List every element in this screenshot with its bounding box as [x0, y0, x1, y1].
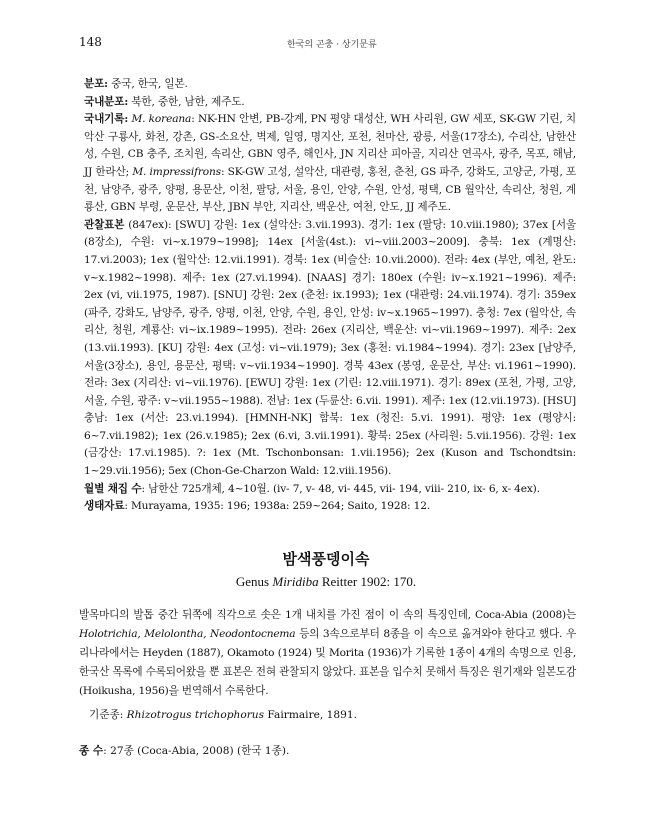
type-species-name: Rhizotrogus trichophorus: [126, 709, 265, 721]
genus-description-text: [79, 606, 576, 701]
species-count-label: 종 수: [79, 745, 104, 757]
genus-name: Miridiba: [272, 574, 319, 589]
type-species-author: Fairmaire, 1891.: [264, 709, 357, 721]
ecology-line: [84, 498, 576, 516]
domestic-text: 북한, 중한, 남한, 제주도.: [128, 95, 245, 108]
page-number: 148: [79, 35, 102, 49]
genus-description: [79, 606, 576, 701]
specimens-text: (847ex): [SWU] 강원: 1ex (설악산: 3.vii.1993). 경기: 1ex (팔당: 10.viii.1980); 37ex [서울 (8장소), 수원: vi~x.1979~1998]; 14ex [서울(4st.): vi~viii.2003~2009]. 충북: 1ex (계명산: 17.vi.2003); 1ex (월악산: 12.vii.1991). 경북: 1ex (비슬산: 10.vii.2000). 전라: 4ex (부안, 예천, 완도: v~x.1982~1998). 제주: 1ex (27.vi.1994). [NAAS] 경기: 180ex (수원: iv~x.1921~1996). 제주: 2ex (vi, vii.1975, 1987). [SNU] 강원: 2ex (춘천: ix.1993); 1ex (대관령: 24.vii.1974). 경기: 359ex (파주, 강화도, 남양주, 광주, 양평, 이천, 안양, 수원, 용인, 안성: iv~x.1965~1997). 충청: 7ex (월악산, 속리산, 청원, 계룡산: vi~ix.1989~1995). 전라: 26ex (지리산, 백운산: vi~vii.1969~1997). 제주: 2ex (13.vii.1993). [KU] 강원: 4ex (고성: vi~vii.1979); 3ex (홍천: vi.1984~1994). 경기: 23ex [남양주, 서울(3장소), 용인, 용문산, 평택: v~vii.1934~1990]. 경북 43ex (봉영, 운문산, 부산: vi.1961~1990). 전라: 3ex (지리산: vi~vii.1976). [EWU] 강원: 1ex (기린: 12.viii.1971). 경기: 89ex (포천, 가평, 고양, 서울, 수원, 광주: v~vii.1955~1988). 전남: 1ex (두륜산: 6.vii. 1991). 제주: 1ex (12.vii.1973). [HSU] 충남: 1ex (서산: 23.vi.1994). [HMNH-NK] 함북: 1ex (청진: 5.vi. 1991). 평양: 1ex (평양시: 6~7.vii.1982); 1ex (26.v.1985); 2ex (6.vi, 3.vii.1991). 황북: 25ex (사리원: 5.vii.1956). 강원: 1ex (금강산: 17.vi.1985). ?: 1ex (Mt. Tschonbonsan: 1.vii.1956); 2ex (Kuson and Tschondtsin: 1~29.vii.1956); 5ex (Chon-Ge-Charzon Wald: 12.viii.1956).: [84, 218, 576, 478]
species-count-text: : 27종 (Coca-Abia, 2008) (한국 1종).: [103, 745, 290, 757]
desc-genera: Holotrichia, Melolontha, Neodontocnema: [79, 628, 296, 640]
koreana-localities: : NK-HN 안변, PB-강계, PN 평양 대성산, WH 사리원, GW 세포, SK-GW 기린, 치악산 구룡사, 화천, 강촌, GS-소요산, 벽제, 일영, 명지산, 포천, 천마산, 광릉, 서울(17장소), 수리산, 남한산성, 수원, CB 충주, 조치원, 속리산, GBN 영주, 해인사, JN 지리산 피아골, 지리산 연곡사, 광주, 목포, 해남, JJ 한라산;: [84, 113, 576, 178]
specimens-paragraph: [84, 217, 576, 481]
domestic-records-label: 국내기록:: [84, 113, 129, 126]
running-title: 한국의 곤충 · 상기문류: [287, 40, 377, 50]
type-species-line: [89, 707, 357, 722]
genus-english-title: [0, 574, 652, 590]
desc-part-1: 발목마디의 발톱 중간 뒤쪽에 직각으로 솟은 1개 내치를 가진 점이 이 속의 특징인데, Coca-Abia (2008)는: [79, 609, 576, 621]
distribution-text: 중국, 한국, 일본.: [107, 78, 188, 90]
ecology-text: : Murayama, 1935: 196; 1938a: 259~264; Saito, 1928: 12.: [124, 500, 431, 513]
domestic-line: [84, 94, 576, 112]
genus-prefix: Genus: [235, 574, 273, 589]
records-block: [84, 76, 576, 516]
domestic-label: 국내분포:: [84, 95, 129, 108]
species-koreana: M. koreana: [131, 113, 192, 126]
desc-part-2: 등의 3속으로부터 8종을 이 속으로 옮겨와야 한다고 했다. 우리나라에서는 Heyden (1887), Okamoto (1924) 및 Morita (1936)가 기록한 1종이 4개의 속명으로 인용, 한국산 목록에 수록되어왔을 뿐 표본은 전혀 관찰되지 않았다. 표본을 입수치 못해서 특징은 원기재와 일본도감(Hoikusha, 1956)을 번역해서 수록한다.: [79, 628, 576, 697]
distribution-line: [84, 76, 576, 94]
monthly-label: 월별 채집 수: [84, 482, 142, 495]
ecology-label: 생태자료: [84, 500, 125, 513]
specimens-label: 관찰표본: [84, 218, 125, 231]
impressifrons-localities: : SK-GW 고성, 설악산, 대관령, 홍천, 춘천, GS 파주, 강화도, 고양군, 가평, 포천, 남양주, 광주, 양평, 용문산, 이천, 팔당, 서울, 용인, 안양, 수원, 안성, 평택, CB 월악산, 속리산, 청원, 계룡산, GBN 부령, 운문산, 부산, JBN 부안, 지리산, 백운산, 여천, 안도, JJ 제주도.: [84, 165, 576, 214]
species-count-line: [79, 743, 289, 758]
type-species-label: 기준종:: [89, 709, 127, 721]
genus-authority: Reitter 1902: 170.: [318, 574, 417, 589]
monthly-text: : 남한산 725개체, 4~10월. (iv- 7, v- 48, vi- 445, vii- 194, viii- 210, ix- 6, x- 4ex).: [141, 482, 540, 495]
domestic-records: [84, 111, 576, 217]
distribution-label: 분포:: [84, 78, 108, 90]
species-impressifrons: M. impressifrons: [132, 165, 221, 178]
genus-korean-title: 밤색풍뎅이속: [282, 550, 370, 568]
monthly-line: [84, 481, 576, 499]
